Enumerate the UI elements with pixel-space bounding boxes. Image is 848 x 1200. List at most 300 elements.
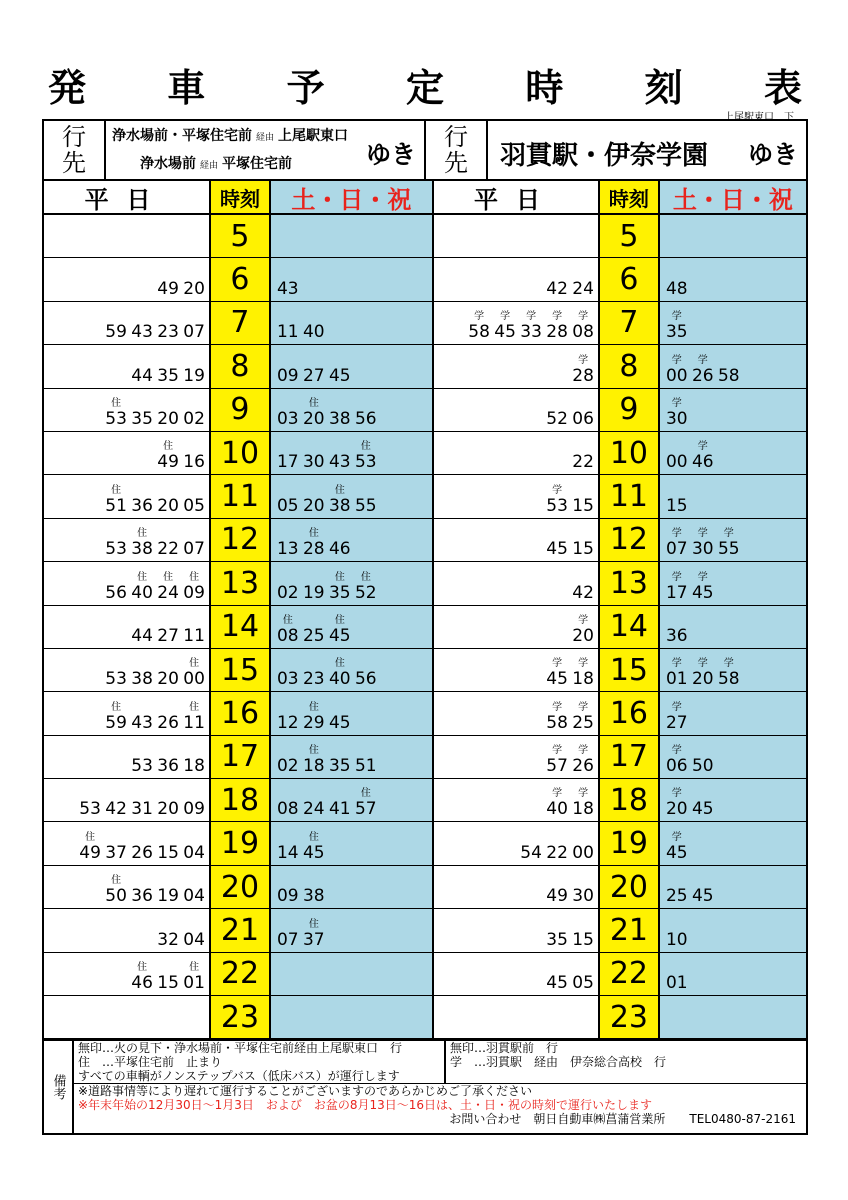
departure-minute: 53 住 <box>105 409 127 429</box>
departure-minute: 24 住 <box>157 583 179 603</box>
route-mark: 学 <box>671 788 682 800</box>
route-mark: 住 <box>85 831 96 843</box>
departure-minute: 49 <box>546 886 568 907</box>
departure-minute: 17 学 <box>666 583 688 603</box>
weekend-cell <box>271 475 432 517</box>
weekend-cell <box>660 953 806 995</box>
departure-minute: 49 住 <box>79 843 101 863</box>
departure-minute: 45 <box>691 799 714 820</box>
departure-minute: 46 住 <box>131 973 153 993</box>
weekend-cell <box>660 302 806 344</box>
weekday-cell <box>44 606 209 648</box>
departure-minute: 42 <box>105 799 127 820</box>
hour-cell: 6 <box>598 258 660 300</box>
weekend-cell <box>660 996 806 1038</box>
weekday-cell <box>432 519 598 561</box>
departure-minute: 38 住 <box>329 496 351 516</box>
departure-minute: 20 <box>157 669 179 690</box>
route-mark: 住 <box>308 831 319 843</box>
table-row <box>44 996 806 1039</box>
departure-minute: 01 <box>665 973 688 994</box>
weekend-header: 土・日・祝 <box>271 181 432 213</box>
weekday-cell <box>44 258 209 300</box>
hour-cell: 20 <box>209 866 271 908</box>
departure-minute: 37 <box>105 842 127 863</box>
departure-minute: 05 <box>276 495 299 516</box>
hour-cell: 8 <box>209 345 271 387</box>
departure-minute: 02 <box>183 408 205 429</box>
table-row <box>44 562 806 605</box>
departure-minute: 11 <box>276 322 299 343</box>
departure-minute: 55 <box>354 495 377 516</box>
weekend-cell <box>271 909 432 951</box>
departure-minute: 45 学 <box>692 583 714 603</box>
departure-minute: 20 <box>157 799 179 820</box>
departure-minute: 15 <box>157 973 179 994</box>
hour-cell: 19 <box>598 822 660 864</box>
departure-minute: 35 学 <box>666 322 688 342</box>
departure-minute: 58 学 <box>718 669 740 689</box>
departure-minute: 49 住 <box>157 452 179 472</box>
hour-header: 時刻 <box>598 181 660 213</box>
departure-minute: 19 <box>157 886 179 907</box>
departure-minute: 50 住 <box>105 886 127 906</box>
departure-minute: 43 <box>131 712 153 733</box>
departure-minute: 20 学 <box>692 669 714 689</box>
departure-minute: 14 <box>276 842 299 863</box>
route-mark: 住 <box>360 571 371 583</box>
weekday-cell <box>432 345 598 387</box>
route-mark: 学 <box>671 745 682 757</box>
departure-minute: 32 <box>157 929 179 950</box>
departure-minute: 27 <box>157 625 179 646</box>
route-mark: 住 <box>111 397 122 409</box>
right-destination <box>424 121 806 179</box>
note-line: ※道路事情等により遅れて運行することがございますのであらかじめご了承ください <box>78 1084 533 1099</box>
weekend-cell <box>660 909 806 951</box>
departure-minute: 38 <box>328 408 351 429</box>
departure-minute: 38 <box>302 886 325 907</box>
route-mark: 学 <box>671 571 682 583</box>
departure-minute: 30 <box>302 452 325 473</box>
title-char: 定 <box>405 65 444 110</box>
hour-cell: 23 <box>598 996 660 1038</box>
departure-minute: 28 学 <box>546 322 568 342</box>
departure-minute: 56 <box>105 582 127 603</box>
table-row <box>44 822 806 865</box>
departure-minute: 56 <box>354 408 377 429</box>
departure-minute: 45 <box>546 539 568 560</box>
route-mark: 学 <box>552 788 563 800</box>
departure-minute: 03 <box>276 669 299 690</box>
weekend-cell <box>271 996 432 1038</box>
column-headers <box>44 181 806 215</box>
hour-cell: 12 <box>209 519 271 561</box>
departure-minute: 04 <box>183 842 205 863</box>
departure-minute: 37 住 <box>303 930 325 950</box>
departure-minute: 36 <box>131 886 153 907</box>
route-mark: 学 <box>697 571 708 583</box>
table-row <box>44 736 806 779</box>
weekend-cell <box>660 389 806 431</box>
departure-minute: 15 <box>572 539 594 560</box>
weekend-cell <box>660 692 806 734</box>
departure-minute: 45 <box>546 973 568 994</box>
route-mark: 学 <box>723 658 734 670</box>
departure-minute: 43 <box>276 278 299 299</box>
departure-minute: 19 <box>183 365 205 386</box>
departure-minute: 53 <box>105 539 127 560</box>
route-mark: 住 <box>334 614 345 626</box>
departure-minute: 09 住 <box>183 583 205 603</box>
weekend-cell <box>271 432 432 474</box>
hour-cell: 19 <box>209 822 271 864</box>
hour-cell: 5 <box>598 215 660 257</box>
departure-minute: 20 学 <box>572 626 594 646</box>
table-row <box>44 519 806 562</box>
note-line-warning: ※年末年始の12月30日〜1月3日 および お盆の8月13日〜16日は、土・日・祝の時刻で運行いたします <box>78 1098 653 1113</box>
route-mark: 学 <box>723 528 734 540</box>
hour-cell: 9 <box>598 389 660 431</box>
departure-minute: 01 住 <box>183 973 205 993</box>
departure-minute: 26 <box>131 842 153 863</box>
weekday-cell <box>432 866 598 908</box>
departure-minute: 22 <box>572 452 594 473</box>
hour-cell: 23 <box>209 996 271 1038</box>
route-mark: 住 <box>163 441 174 453</box>
weekday-cell <box>44 822 209 864</box>
departure-minute: 46 <box>328 539 351 560</box>
weekend-cell <box>660 258 806 300</box>
weekday-cell <box>432 562 598 604</box>
route-mark: 住 <box>137 571 148 583</box>
weekday-cell <box>44 866 209 908</box>
yuki-label: ゆき <box>747 140 798 169</box>
departure-minute: 10 <box>665 929 688 950</box>
weekend-cell <box>271 215 432 257</box>
route-mark: 学 <box>697 658 708 670</box>
departure-minute: 45 住 <box>303 843 325 863</box>
departure-minute: 42 <box>546 278 568 299</box>
departure-minute: 08 <box>276 799 299 820</box>
route-mark: 住 <box>334 484 345 496</box>
hour-cell: 15 <box>209 649 271 691</box>
departure-minute: 09 <box>183 799 205 820</box>
departure-minute: 40 住 <box>329 669 351 689</box>
weekday-cell <box>44 692 209 734</box>
weekday-cell <box>432 389 598 431</box>
departure-minute: 41 <box>328 799 351 820</box>
route-mark: 学 <box>671 701 682 713</box>
departure-minute: 43 <box>131 322 153 343</box>
departure-minute: 24 <box>302 799 325 820</box>
table-row <box>44 779 806 822</box>
table-row <box>44 475 806 518</box>
departure-minute: 45 <box>328 712 351 733</box>
table-row <box>44 953 806 996</box>
departure-minute: 17 <box>276 452 299 473</box>
hour-cell: 21 <box>209 909 271 951</box>
route-mark: 学 <box>671 831 682 843</box>
route-mark: 学 <box>526 311 537 323</box>
weekend-cell <box>271 562 432 604</box>
departure-minute: 04 <box>183 886 205 907</box>
table-row <box>44 692 806 735</box>
departure-minute: 35 <box>328 756 351 777</box>
weekday-cell <box>44 779 209 821</box>
weekday-cell <box>432 909 598 951</box>
route-mark: 学 <box>578 745 589 757</box>
title-char: 時 <box>525 65 564 110</box>
departure-minute: 45 学 <box>546 669 568 689</box>
departure-minute: 28 学 <box>572 366 594 386</box>
weekend-cell <box>271 389 432 431</box>
departure-minute: 27 学 <box>666 713 688 733</box>
table-row <box>44 258 806 301</box>
departure-minute: 20 <box>183 278 205 299</box>
route-mark: 学 <box>578 658 589 670</box>
departure-minute: 12 <box>276 712 299 733</box>
weekday-cell <box>44 909 209 951</box>
departure-minute: 58 <box>717 365 740 386</box>
route-mark: 住 <box>308 745 319 757</box>
departure-minute: 19 <box>302 582 325 603</box>
departure-minute: 44 <box>131 625 153 646</box>
route-mark: 学 <box>578 354 589 366</box>
departure-minute: 06 学 <box>666 756 688 776</box>
notes-label: 備考 <box>44 1041 74 1133</box>
weekday-cell <box>432 215 598 257</box>
departure-minute: 20 <box>157 495 179 516</box>
hour-cell: 17 <box>209 736 271 778</box>
departure-minute: 07 <box>276 929 299 950</box>
departure-minute: 29 住 <box>303 713 325 733</box>
route-mark: 住 <box>282 614 293 626</box>
weekday-cell <box>432 779 598 821</box>
weekend-cell <box>660 606 806 648</box>
departure-minute: 24 <box>572 278 594 299</box>
ikisaki-label: 行 先 <box>44 121 106 179</box>
departure-minute: 16 <box>183 452 205 473</box>
weekend-cell <box>271 258 432 300</box>
hour-cell: 18 <box>209 779 271 821</box>
weekend-cell <box>660 475 806 517</box>
title-char: 車 <box>167 65 206 110</box>
weekend-cell <box>271 822 432 864</box>
table-row <box>44 215 806 258</box>
route-mark: 学 <box>552 311 563 323</box>
route-destination: 羽貫駅・伊奈学園 <box>500 141 709 171</box>
weekday-cell <box>44 345 209 387</box>
departure-minute: 53 <box>79 799 101 820</box>
departure-minute: 45 住 <box>329 626 351 646</box>
departure-minute: 38 住 <box>131 539 153 559</box>
departure-minute: 45 <box>328 365 351 386</box>
departure-minute: 18 <box>183 756 205 777</box>
route-mark: 住 <box>111 875 122 887</box>
weekend-cell <box>271 779 432 821</box>
departure-minute: 53 住 <box>355 452 377 472</box>
hour-cell: 16 <box>209 692 271 734</box>
hour-cell: 7 <box>598 302 660 344</box>
weekend-cell <box>271 606 432 648</box>
departure-minute: 57 住 <box>355 799 377 819</box>
hour-cell: 6 <box>209 258 271 300</box>
table-row <box>44 345 806 388</box>
departure-minute: 05 <box>183 495 205 516</box>
hour-cell: 21 <box>598 909 660 951</box>
weekday-cell <box>44 432 209 474</box>
hour-cell: 18 <box>598 779 660 821</box>
departure-minute: 30 学 <box>692 539 714 559</box>
note-line: 住 …平塚住宅前 止まり <box>78 1055 223 1070</box>
departure-minute: 01 学 <box>666 669 688 689</box>
departure-minute: 04 <box>183 929 205 950</box>
departure-minute: 25 <box>665 886 688 907</box>
departure-minute: 20 住 <box>303 409 325 429</box>
departure-minute: 30 学 <box>666 409 688 429</box>
departure-minute: 15 <box>572 495 594 516</box>
departure-minute: 57 学 <box>546 756 568 776</box>
departure-minute: 15 <box>157 842 179 863</box>
route-mark: 住 <box>137 962 148 974</box>
route-mark: 住 <box>360 788 371 800</box>
departure-minute: 11 <box>183 625 205 646</box>
route-mark: 学 <box>552 484 563 496</box>
departure-minute: 52 住 <box>355 583 377 603</box>
weekend-cell <box>660 519 806 561</box>
table-row <box>44 866 806 909</box>
route-mark: 学 <box>552 658 563 670</box>
departure-minute: 00 学 <box>666 366 688 386</box>
route-mark: 住 <box>308 701 319 713</box>
hour-cell: 14 <box>598 606 660 648</box>
departure-minute: 31 <box>131 799 153 820</box>
table-row <box>44 389 806 432</box>
departure-minute: 20 <box>157 408 179 429</box>
departure-minute: 45 学 <box>494 322 516 342</box>
departure-minute: 22 <box>157 539 179 560</box>
departure-minute: 42 <box>572 582 594 603</box>
left-destination <box>44 121 424 179</box>
table-row <box>44 302 806 345</box>
route-mark: 学 <box>500 311 511 323</box>
timetable-body <box>44 215 806 1039</box>
departure-minute: 46 学 <box>692 452 714 472</box>
route-mark: 学 <box>474 311 485 323</box>
hour-cell: 17 <box>598 736 660 778</box>
route-mark: 学 <box>697 528 708 540</box>
route-mark: 住 <box>189 571 200 583</box>
weekday-header: 平日 <box>84 185 169 214</box>
weekday-cell <box>432 432 598 474</box>
note-line: すべての車輌がノンステップバス（低床バス）が運行します <box>78 1069 400 1084</box>
departure-minute: 38 <box>131 669 153 690</box>
route-mark: 学 <box>697 354 708 366</box>
title-char: 表 <box>763 65 802 110</box>
weekend-cell <box>660 345 806 387</box>
departure-minute: 06 <box>572 408 594 429</box>
title-char: 発 <box>48 65 87 110</box>
yuki-label: ゆき <box>365 140 416 169</box>
weekend-cell <box>660 649 806 691</box>
hour-cell: 14 <box>209 606 271 648</box>
departure-minute: 59 住 <box>105 713 127 733</box>
weekday-cell <box>44 215 209 257</box>
note-line: 無印…羽貫駅前 行 <box>450 1041 559 1056</box>
departure-minute: 00 <box>572 842 594 863</box>
departure-minute: 09 <box>276 365 299 386</box>
weekday-cell <box>432 606 598 648</box>
weekend-cell <box>660 736 806 778</box>
departure-minute: 07 学 <box>666 539 688 559</box>
weekday-cell <box>44 519 209 561</box>
route-mark: 学 <box>671 354 682 366</box>
route-mark: 学 <box>578 701 589 713</box>
hour-cell: 12 <box>598 519 660 561</box>
departure-minute: 09 <box>276 886 299 907</box>
departure-minute: 20 <box>302 495 325 516</box>
departure-minute: 40 住 <box>131 583 153 603</box>
stop-name: 上尾駅東口 下 <box>724 112 794 123</box>
departure-minute: 03 <box>276 408 299 429</box>
destination-header <box>44 121 806 181</box>
departure-minute: 25 <box>302 625 325 646</box>
departure-minute: 05 <box>572 973 594 994</box>
weekday-cell <box>44 475 209 517</box>
note-line: 学 …羽貫駅 経由 伊奈総合高校 行 <box>450 1055 667 1070</box>
route-mark: 住 <box>189 658 200 670</box>
weekend-cell <box>660 215 806 257</box>
hour-cell: 9 <box>209 389 271 431</box>
departure-minute: 48 <box>665 278 688 299</box>
hour-cell: 10 <box>598 432 660 474</box>
hour-cell: 11 <box>598 475 660 517</box>
weekday-cell <box>44 649 209 691</box>
weekday-cell <box>432 822 598 864</box>
departure-minute: 45 学 <box>666 843 688 863</box>
departure-minute: 08 学 <box>572 322 594 342</box>
departure-minute: 23 <box>157 322 179 343</box>
contact-info: お問い合わせ 朝日自動車㈱菖蒲営業所 TEL0480-87-2161 <box>449 1112 796 1127</box>
departure-minute: 15 <box>572 929 594 950</box>
route-mark: 住 <box>308 397 319 409</box>
departure-minute: 52 <box>546 408 568 429</box>
weekday-cell <box>44 953 209 995</box>
hour-cell: 7 <box>209 302 271 344</box>
route-mark: 住 <box>334 658 345 670</box>
departure-minute: 26 学 <box>692 366 714 386</box>
weekday-cell <box>44 562 209 604</box>
route-mark: 住 <box>308 918 319 930</box>
route-mark: 住 <box>111 701 122 713</box>
weekend-cell <box>271 953 432 995</box>
table-row <box>44 649 806 692</box>
weekend-cell <box>271 866 432 908</box>
departure-minute: 43 <box>328 452 351 473</box>
weekend-cell <box>271 345 432 387</box>
departure-minute: 02 <box>276 582 299 603</box>
route-mark: 住 <box>334 571 345 583</box>
route-mark: 学 <box>578 311 589 323</box>
title-char: 予 <box>286 65 325 110</box>
hour-cell: 22 <box>598 953 660 995</box>
route-mark: 住 <box>189 962 200 974</box>
route-mark: 学 <box>671 658 682 670</box>
weekday-cell <box>432 953 598 995</box>
departure-minute: 35 <box>157 365 179 386</box>
weekend-cell <box>271 302 432 344</box>
